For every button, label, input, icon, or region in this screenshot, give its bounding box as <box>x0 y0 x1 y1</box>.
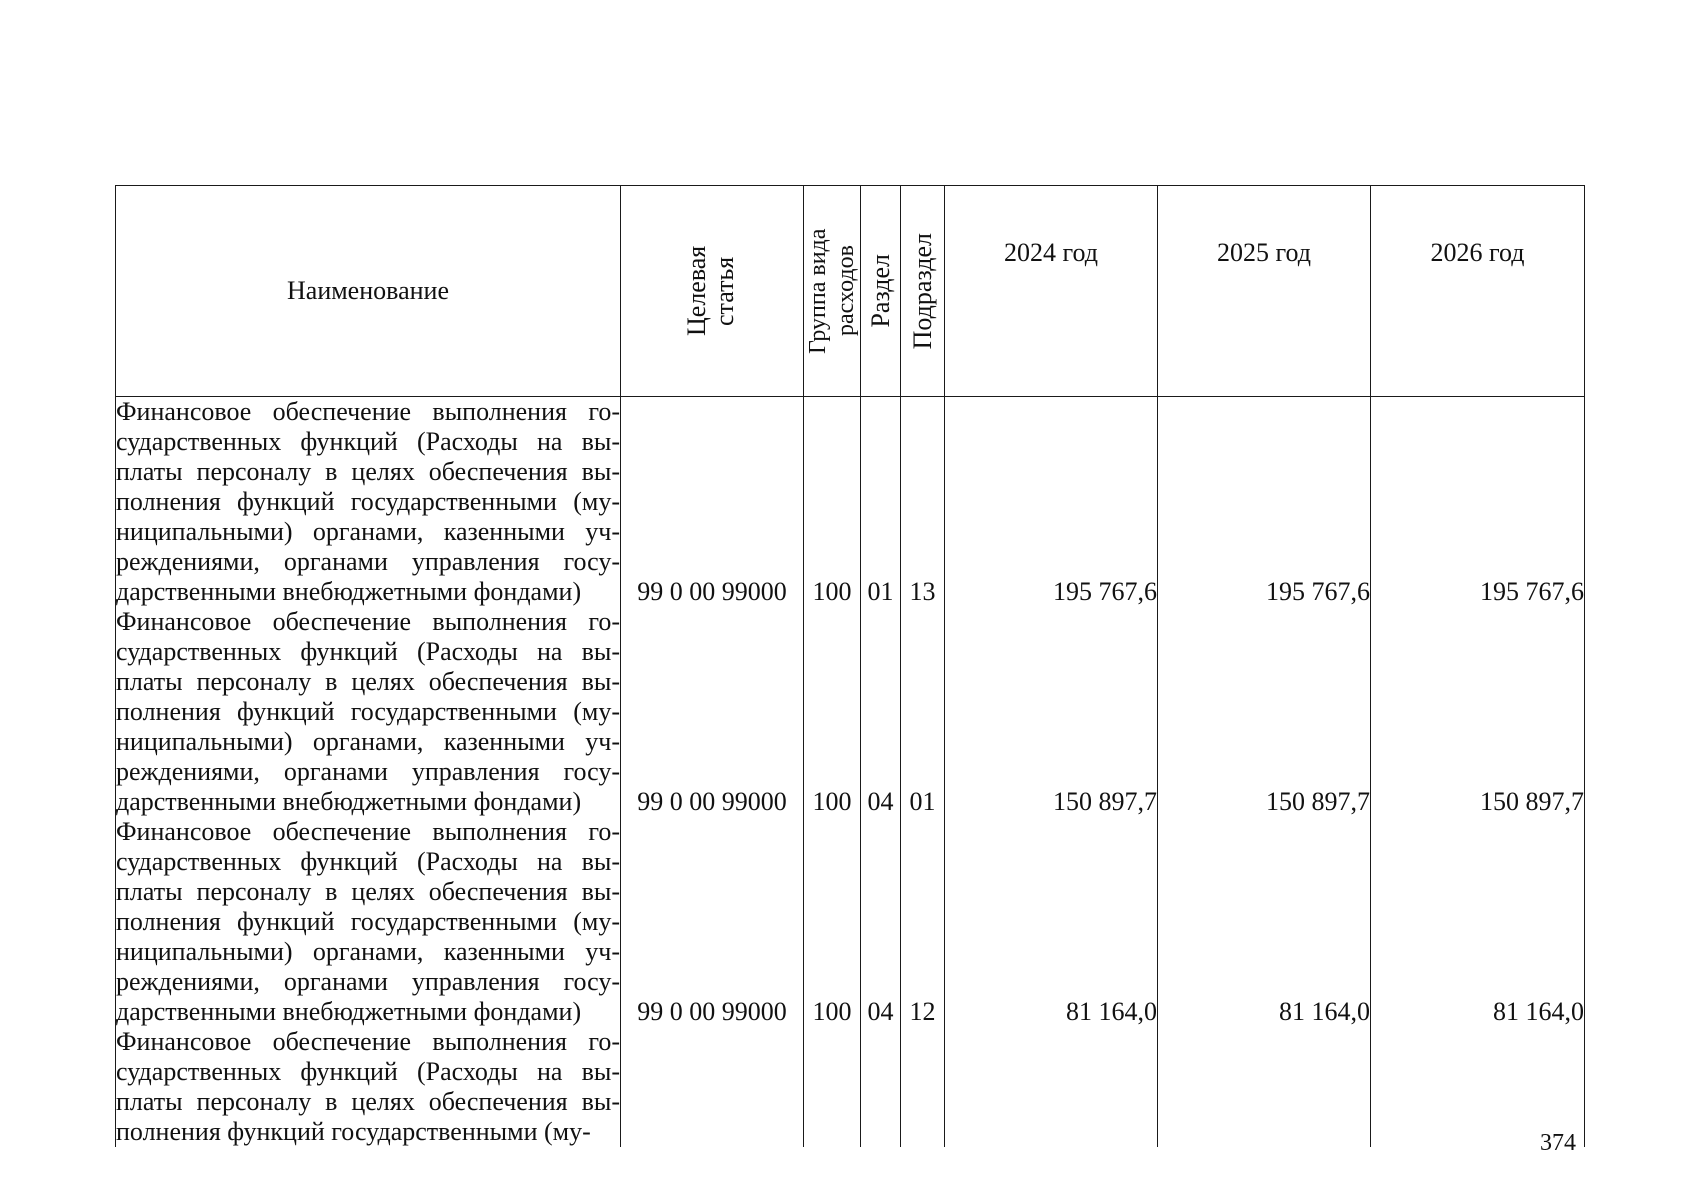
cell-expense-group <box>804 1027 861 1147</box>
row-name-line: ниципальными) органами, казенными уч- <box>116 517 620 546</box>
cell-subsection: 13 <box>901 397 945 608</box>
row-name-line: полнения функций государственными (му- <box>116 487 620 516</box>
cell-expense-group: 100 <box>804 817 861 1027</box>
table-body <box>116 397 1585 1148</box>
header-section-label: Раздел <box>865 254 895 328</box>
cell-y2025: 81 164,0 <box>1158 817 1371 1027</box>
header-target-article-label: Целевая статья <box>682 245 739 337</box>
cell-y2026: 150 897,7 <box>1371 607 1585 817</box>
page-number: 374 <box>1540 1130 1576 1156</box>
cell-y2026: 81 164,0 <box>1371 817 1585 1027</box>
row-name-line: платы персоналу в целях обеспечения вы- <box>116 667 620 696</box>
table-row <box>116 607 1585 817</box>
cell-target-article: 99 0 00 99000 <box>621 607 804 817</box>
header-name <box>116 186 621 397</box>
row-name-line: реждениями, органами управления госу- <box>116 547 620 576</box>
header-2026-label: 2026 год <box>1430 238 1525 267</box>
row-name-line: платы персоналу в целях обеспечения вы- <box>116 877 620 906</box>
cell-y2026 <box>1371 1027 1585 1147</box>
row-name-line: ниципальными) органами, казенными уч- <box>116 727 620 756</box>
header-2024-label: 2024 год <box>1004 238 1098 267</box>
row-name-line: полнения функций государственными (му- <box>116 907 620 936</box>
row-name-line: дарственными внебюджетными фондами) <box>116 787 582 816</box>
cell-y2025: 150 897,7 <box>1158 607 1371 817</box>
header-section <box>861 186 901 397</box>
cell-target-article: 99 0 00 99000 <box>621 817 804 1027</box>
budget-table <box>115 185 1585 1147</box>
cell-subsection: 12 <box>901 817 945 1027</box>
row-name-line: Финансовое обеспечение выполнения го- <box>116 817 620 846</box>
row-name-line: дарственными внебюджетными фондами) <box>116 577 582 606</box>
cell-subsection: 01 <box>901 607 945 817</box>
row-name-line: ниципальными) органами, казенными уч- <box>116 937 620 966</box>
row-name <box>116 1027 621 1147</box>
cell-target-article: 99 0 00 99000 <box>621 397 804 608</box>
header-expense-group <box>804 186 861 397</box>
cell-y2024: 81 164,0 <box>945 817 1158 1027</box>
header-2025 <box>1158 186 1371 397</box>
row-name-line: сударственных функций (Расходы на вы- <box>116 637 620 666</box>
cell-y2024: 150 897,7 <box>945 607 1158 817</box>
table-row <box>116 397 1585 608</box>
row-name-line: Финансовое обеспечение выполнения го- <box>116 1027 620 1056</box>
row-name-line: сударственных функций (Расходы на вы- <box>116 1057 620 1086</box>
header-subsection <box>901 186 945 397</box>
header-expense-group-label: Группа вида расходов <box>805 228 859 354</box>
row-name-line: сударственных функций (Расходы на вы- <box>116 427 620 456</box>
table-row <box>116 1027 1585 1147</box>
row-name-line: реждениями, органами управления госу- <box>116 757 620 786</box>
row-name-line: платы персоналу в целях обеспечения вы- <box>116 457 620 486</box>
row-name <box>116 607 621 817</box>
row-name-line: Финансовое обеспечение выполнения го- <box>116 607 620 636</box>
table-header-row <box>116 186 1585 397</box>
header-subsection-label: Подраздел <box>907 232 937 350</box>
cell-y2026: 195 767,6 <box>1371 397 1585 608</box>
cell-section: 04 <box>861 607 901 817</box>
header-name-label: Наименование <box>287 276 449 305</box>
row-name-line: полнения функций государственными (му- <box>116 1117 591 1146</box>
header-2024 <box>945 186 1158 397</box>
row-name-line: Финансовое обеспечение выполнения го- <box>116 397 620 426</box>
cell-expense-group: 100 <box>804 397 861 608</box>
header-2026 <box>1371 186 1585 397</box>
cell-section: 01 <box>861 397 901 608</box>
row-name <box>116 397 621 608</box>
row-name <box>116 817 621 1027</box>
row-name-line: реждениями, органами управления госу- <box>116 967 620 996</box>
cell-y2024: 195 767,6 <box>945 397 1158 608</box>
table-row <box>116 817 1585 1027</box>
cell-section: 04 <box>861 817 901 1027</box>
row-name-line: платы персоналу в целях обеспечения вы- <box>116 1087 620 1116</box>
row-name-line: дарственными внебюджетными фондами) <box>116 997 582 1026</box>
cell-y2024 <box>945 1027 1158 1147</box>
cell-target-article <box>621 1027 804 1147</box>
cell-y2025 <box>1158 1027 1371 1147</box>
cell-section <box>861 1027 901 1147</box>
row-name-line: сударственных функций (Расходы на вы- <box>116 847 620 876</box>
row-name-line: полнения функций государственными (му- <box>116 697 620 726</box>
cell-y2025: 195 767,6 <box>1158 397 1371 608</box>
cell-subsection <box>901 1027 945 1147</box>
cell-expense-group: 100 <box>804 607 861 817</box>
header-2025-label: 2025 год <box>1217 238 1311 267</box>
header-target-article <box>621 186 804 397</box>
